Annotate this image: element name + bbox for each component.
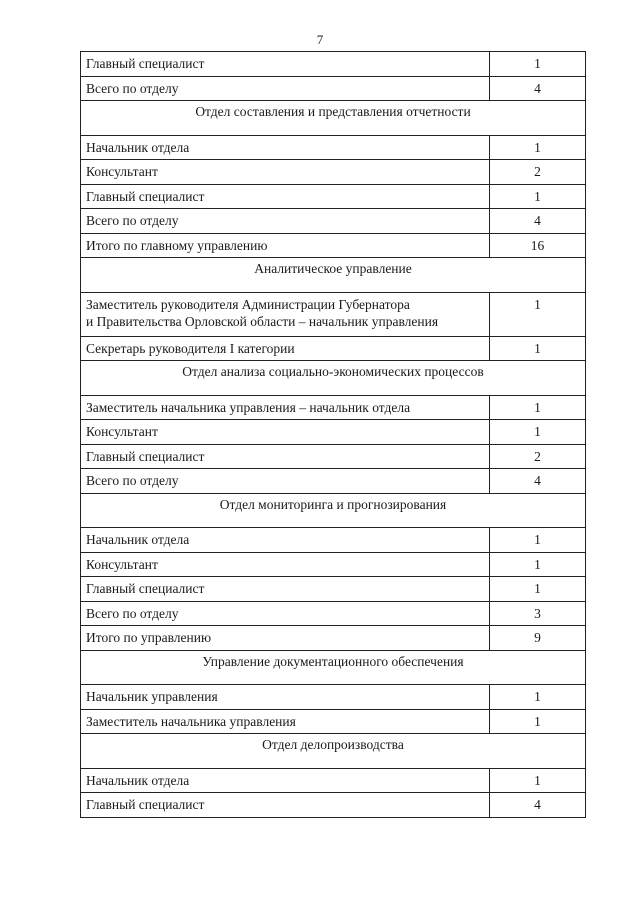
section-header: Отдел составления и представления отчетности <box>81 101 585 136</box>
position-count: 2 <box>534 448 541 464</box>
position-count: 16 <box>530 237 545 253</box>
position-name: Главный специалист <box>81 445 490 469</box>
position-name: Начальник отдела <box>81 769 490 793</box>
table-row <box>81 602 585 627</box>
position-count: 1 <box>534 532 541 547</box>
position-count: 9 <box>534 630 541 645</box>
position-count: 4 <box>534 213 541 228</box>
table-row <box>81 793 585 818</box>
position-count: 1 <box>534 556 541 572</box>
table-row <box>81 209 585 234</box>
position-name: Всего по отделу <box>81 77 490 101</box>
position-name: Главный специалист <box>81 793 490 817</box>
table-row <box>81 769 585 794</box>
position-name: Всего по отделу <box>81 469 490 493</box>
table-row <box>81 136 585 161</box>
position-name: Консультант <box>81 553 490 577</box>
position-name: Главный специалист <box>81 52 490 76</box>
staff-table <box>80 51 586 818</box>
position-count: 1 <box>534 772 541 788</box>
position-count: 1 <box>534 188 541 204</box>
table-row <box>81 528 585 553</box>
position-count: 1 <box>534 713 541 729</box>
table-row <box>81 469 585 494</box>
section-header: Аналитическое управление <box>81 258 585 293</box>
table-row <box>81 185 585 210</box>
table-row <box>81 685 585 710</box>
table-row <box>81 52 585 77</box>
table-row <box>81 553 585 578</box>
position-name: Заместитель начальника управления – начальник отдела <box>81 396 490 420</box>
position-count: 1 <box>534 340 541 356</box>
position-name: Всего по отделу <box>81 209 490 233</box>
position-count: 1 <box>534 296 541 312</box>
position-count: 3 <box>534 605 541 621</box>
table-row <box>81 293 585 337</box>
position-count: 1 <box>534 581 541 596</box>
position-name: Главный специалист <box>81 577 490 601</box>
position-count: 4 <box>534 80 541 96</box>
position-count: 1 <box>534 139 541 155</box>
table-row <box>81 77 585 102</box>
section-header: Отдел делопроизводства <box>81 734 585 769</box>
position-count: 1 <box>534 399 541 415</box>
table-row <box>81 577 585 602</box>
table-row <box>81 337 585 362</box>
table-row <box>81 445 585 470</box>
position-count: 1 <box>534 689 541 704</box>
position-name: Итого по управлению <box>81 626 490 650</box>
table-row <box>81 710 585 735</box>
position-name: Главный специалист <box>81 185 490 209</box>
section-header: Управление документационного обеспечения <box>81 651 585 686</box>
position-count: 1 <box>534 424 541 439</box>
position-count: 2 <box>534 164 541 179</box>
position-name: Секретарь руководителя I категории <box>81 337 490 361</box>
section-header: Отдел мониторинга и прогнозирования <box>81 494 585 529</box>
table-row <box>81 396 585 421</box>
position-name: Консультант <box>81 160 490 184</box>
table-row <box>81 626 585 651</box>
position-name: Заместитель начальника управления <box>81 710 490 734</box>
position-count: 4 <box>534 473 541 488</box>
position-name: Всего по отделу <box>81 602 490 626</box>
position-name: Начальник отдела <box>81 528 490 552</box>
position-name: Заместитель руководителя Администрации Губернатора и Правительства Орловской области – начальник управления <box>81 293 490 336</box>
section-header: Отдел анализа социально-экономических процессов <box>81 361 585 396</box>
table-row <box>81 234 585 259</box>
position-name: Начальник управления <box>81 685 490 709</box>
position-count: 4 <box>534 797 541 812</box>
position-count: 1 <box>534 56 541 71</box>
position-name: Итого по главному управлению <box>81 234 490 258</box>
position-name: Консультант <box>81 420 490 444</box>
page-number: 7 <box>316 32 324 47</box>
position-name: Начальник отдела <box>81 136 490 160</box>
table-row <box>81 160 585 185</box>
table-row <box>81 420 585 445</box>
